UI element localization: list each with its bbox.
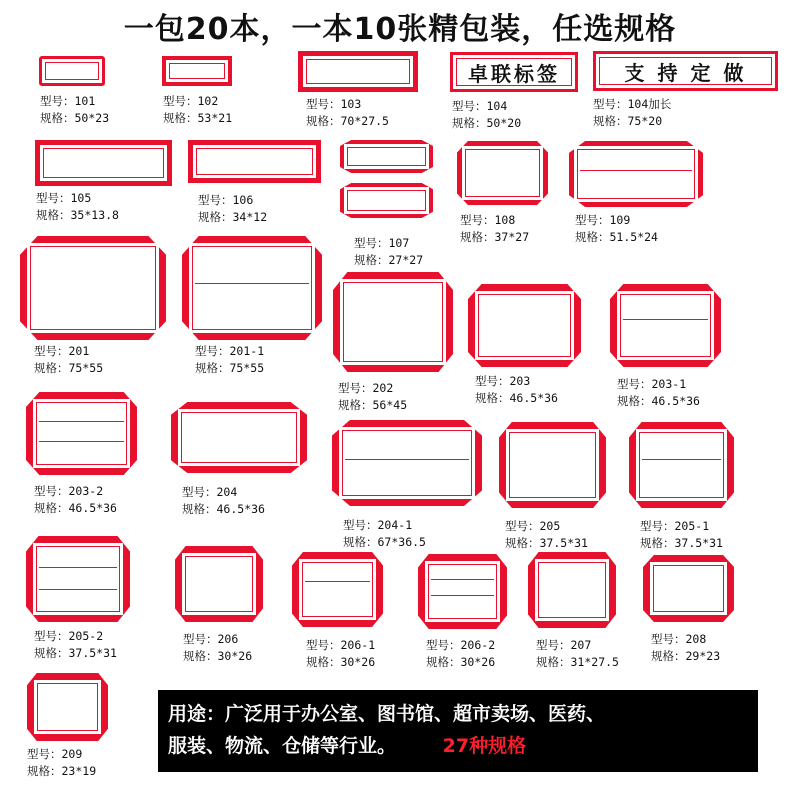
label-206-shape: [175, 546, 263, 622]
size-spec: 规格：37.5*31: [34, 646, 117, 660]
model-number: 型号：205-2: [34, 629, 104, 643]
usage-line-1: 用途：广泛用于办公室、图书馆、超市卖场、医药、: [168, 703, 606, 725]
label-204-1-divider: [345, 459, 469, 460]
model-number: 型号：101: [40, 94, 96, 108]
size-spec: 规格：46.5*36: [475, 391, 558, 405]
size-spec: 规格：67*36.5: [343, 535, 426, 549]
size-spec: 规格：50*23: [40, 111, 110, 125]
label-203-shape: [468, 284, 581, 367]
size-spec: 规格：34*12: [198, 210, 268, 224]
caption-206-1: [306, 637, 375, 671]
label-109-divider: [580, 170, 692, 171]
model-number: 型号：106: [198, 193, 254, 207]
model-number: 型号：105: [36, 191, 92, 205]
label-201-1-divider: [195, 283, 309, 284]
label-207-shape: [528, 552, 616, 628]
model-number: 型号：204: [182, 485, 238, 499]
size-spec: 规格：35*13.8: [36, 208, 119, 222]
model-number: 型号：102: [163, 94, 219, 108]
label-203-2-divider-b: [39, 441, 124, 442]
caption-107: [354, 235, 423, 269]
caption-203: [475, 373, 558, 407]
size-spec: 规格：70*27.5: [306, 114, 389, 128]
label-102-shape: [162, 56, 232, 86]
spec-count: 27种规格: [442, 735, 527, 757]
model-number: 型号：201: [34, 344, 90, 358]
model-number: 型号：209: [27, 747, 83, 761]
model-number: 型号：104加长: [593, 97, 672, 111]
model-number: 型号：203-2: [34, 484, 104, 498]
size-spec: 规格：56*45: [338, 398, 408, 412]
caption-208: [651, 631, 720, 665]
caption-201: [34, 343, 103, 377]
caption-103: [306, 96, 389, 130]
caption-203-2: [34, 483, 117, 517]
label-203-2-divider-a: [39, 421, 124, 422]
label-101-shape: [39, 56, 105, 86]
label-106-shape: [188, 140, 321, 183]
brand-badge: 卓联标签: [450, 52, 578, 92]
usage-line-2-row: [168, 730, 748, 762]
model-number: 型号：206-2: [426, 638, 496, 652]
model-number: 型号：205: [505, 519, 561, 533]
label-205-2-shape: [26, 536, 130, 622]
caption-108: [460, 212, 529, 246]
page-title: 一包20本，一本10张精包装，任选规格: [123, 12, 677, 47]
usage-panel: [158, 690, 758, 772]
model-number: 型号：205-1: [640, 519, 710, 533]
model-number: 型号：107: [354, 236, 410, 250]
caption-202: [338, 380, 407, 414]
label-208-shape: [643, 555, 734, 622]
model-number: 型号：201-1: [195, 344, 265, 358]
caption-201-1: [195, 343, 264, 377]
caption-106: [198, 192, 267, 226]
label-103-shape: [298, 51, 418, 92]
model-number: 型号：103: [306, 97, 362, 111]
model-number: 型号：206: [183, 632, 239, 646]
caption-206: [183, 631, 252, 665]
caption-209: [27, 746, 96, 780]
label-204-shape: [171, 402, 307, 473]
model-number: 型号：108: [460, 213, 516, 227]
label-109-shape: [569, 141, 703, 207]
caption-104: [452, 98, 521, 132]
label-203-1-shape: [610, 284, 721, 367]
size-spec: 规格：75*55: [195, 361, 265, 375]
label-203-1-divider: [623, 319, 708, 320]
label-206-1-shape: [292, 552, 383, 627]
model-number: 型号：204-1: [343, 518, 413, 532]
label-108-shape: [457, 141, 548, 205]
caption-207: [536, 637, 619, 671]
caption-204-1: [343, 517, 426, 551]
caption-206-2: [426, 637, 495, 671]
size-spec: 规格：23*19: [27, 764, 97, 778]
size-spec: 规格：30*26: [183, 649, 253, 663]
label-205-2-divider-a: [39, 567, 117, 568]
label-105-shape: [35, 140, 172, 186]
label-201-shape: [20, 236, 166, 340]
model-number: 型号：208: [651, 632, 707, 646]
model-number: 型号：203: [475, 374, 531, 388]
caption-205-2: [34, 628, 117, 662]
size-spec: 规格：46.5*36: [617, 394, 700, 408]
caption-101: [40, 93, 109, 127]
caption-203-1: [617, 376, 700, 410]
label-203-2-shape: [26, 392, 137, 475]
label-201-1-shape: [182, 236, 322, 340]
caption-105: [36, 190, 119, 224]
label-206-1-divider: [305, 581, 370, 582]
size-spec: 规格：37*27: [460, 230, 530, 244]
custom-made-badge: 支 持 定 做: [593, 51, 778, 91]
label-205-shape: [499, 422, 606, 508]
size-spec: 规格：29*23: [651, 649, 721, 663]
label-205-1-divider: [642, 459, 721, 460]
model-number: 型号：104: [452, 99, 508, 113]
size-spec: 规格：37.5*31: [640, 536, 723, 550]
caption-205: [505, 518, 588, 552]
size-spec: 规格：50*20: [452, 116, 522, 130]
size-spec: 规格：37.5*31: [505, 536, 588, 550]
size-spec: 规格：53*21: [163, 111, 233, 125]
size-spec: 规格：30*26: [306, 655, 376, 669]
caption-109: [575, 212, 658, 246]
caption-102: [163, 93, 232, 127]
model-number: 型号：202: [338, 381, 394, 395]
size-spec: 规格：31*27.5: [536, 655, 619, 669]
size-spec: 规格：75*55: [34, 361, 104, 375]
usage-line-2: 服装、物流、仓储等行业。: [168, 735, 397, 757]
label-205-2-divider-b: [39, 589, 117, 590]
size-spec: 规格：75*20: [593, 114, 663, 128]
size-spec: 规格：27*27: [354, 253, 424, 267]
label-202-shape: [333, 272, 453, 372]
label-206-2-divider-a: [431, 579, 494, 580]
model-number: 型号：203-1: [617, 377, 687, 391]
model-number: 型号：206-1: [306, 638, 376, 652]
model-number: 型号：109: [575, 213, 631, 227]
label-209-shape: [27, 673, 108, 741]
label-205-1-shape: [629, 422, 734, 508]
model-number: 型号：207: [536, 638, 592, 652]
label-107-b-shape: [340, 183, 433, 218]
caption-205-1: [640, 518, 723, 552]
size-spec: 规格：30*26: [426, 655, 496, 669]
label-204-1-shape: [332, 420, 482, 506]
label-206-2-shape: [418, 554, 507, 629]
caption-104-long: [593, 96, 671, 130]
caption-204: [182, 484, 265, 518]
size-spec: 规格：46.5*36: [182, 502, 265, 516]
label-107-a-shape: [340, 140, 433, 173]
size-spec: 规格：46.5*36: [34, 501, 117, 515]
label-206-2-divider-b: [431, 595, 494, 596]
size-spec: 规格：51.5*24: [575, 230, 658, 244]
